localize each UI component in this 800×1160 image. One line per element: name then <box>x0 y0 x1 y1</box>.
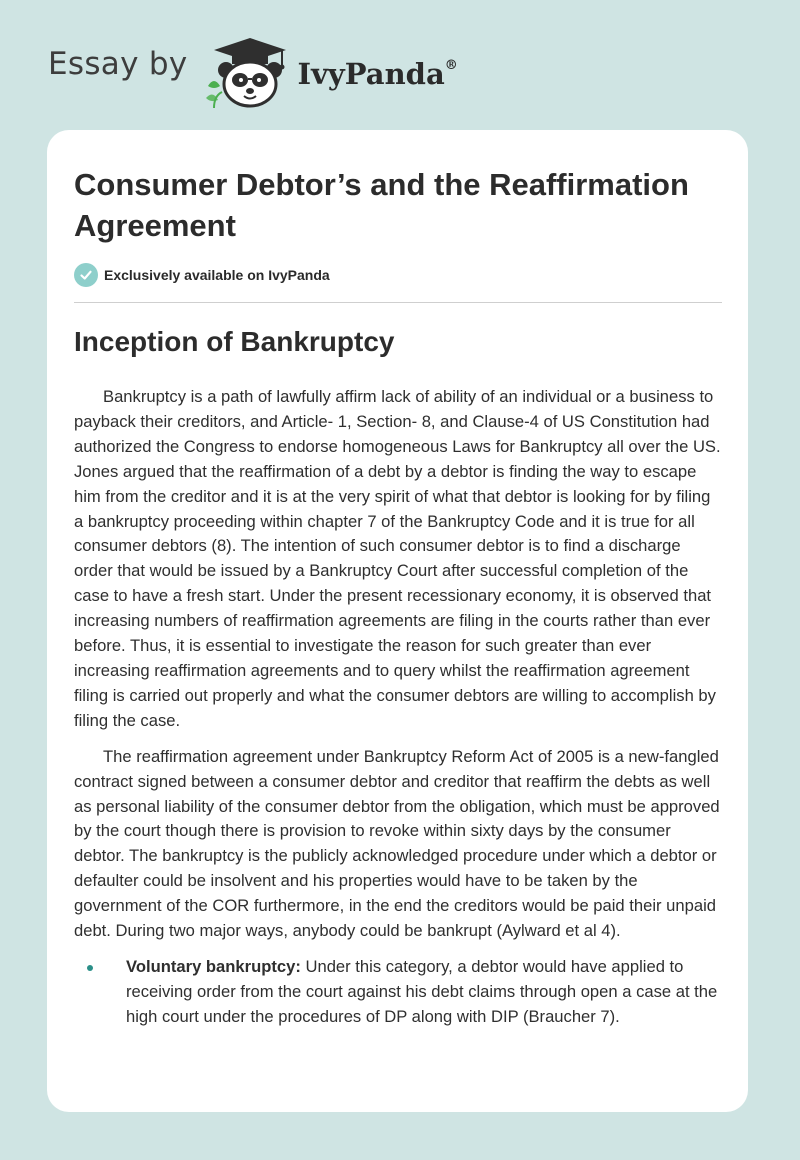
essay-by-label: Essay by <box>48 46 188 82</box>
list-item <box>74 955 722 1030</box>
ivypanda-logo-icon[interactable] <box>202 30 294 110</box>
bullet-dot-icon <box>87 965 93 971</box>
registered-mark: ® <box>444 58 458 74</box>
site-header <box>48 30 508 110</box>
exclusive-badge <box>74 263 330 287</box>
essay-body <box>74 385 722 1030</box>
essay-title: Consumer Debtor’s and the Reaffirmation Agreement <box>74 167 689 243</box>
paragraph: The reaffirmation agreement under Bankruptcy Reform Act of 2005 is a new-fangled contract signed between a consumer debtor and creditor that reaffirm the debts as well as personal liability of the consumer debtor from the obligation, which must be approved by the court though there is provision to revoke within sixty days by the consumer debtor. The bankruptcy is the publicly acknowledged procedure under which a debtor or defaulter could be insolvent and his properties would have to be taken by the government of the COR furthermore, in the end the creditors would be paid their unpaid debt. During two major ways, anybody could be bankrupt (Aylward et al 4). <box>74 746 720 941</box>
divider <box>74 302 722 303</box>
essay-card <box>47 130 748 1112</box>
bullet-term: Voluntary bankruptcy: <box>126 956 301 976</box>
bullet-list <box>74 955 722 1030</box>
paragraph: Bankruptcy is a path of lawfully affirm lack of ability of an individual or a business to payback their creditors, and Article- 1, Section- 8, and Clause-4 of US Constitution had authorized the Congress to endorse homogeneous Laws for Bankruptcy all over the US. Jones argued that the reaffirmation of a debt by a debtor is finding the way to escape him from the creditor and it is at the very spirit of what that debtor is looking for by filing a bankruptcy proceeding within chapter 7 of the Bankruptcy Code and it is true for all consumer debtors (8). The intention of such consumer debtor is to find a discharge order that would be issued by a Bankruptcy Court after successful completion of the case to have a fresh start. Under the present recessionary economy, it is observed that increasing numbers of reaffirmation agreements are filing in the courts rather than ever before. Thus, it is essential to investigate the reason for such greater than ever increasing reaffirmation agreements and to query whilst the reaffirmation agreement filing is carried out properly and what the consumer debtors are willing to accomplish by filing the case. <box>74 387 721 730</box>
bullet-text: Under this category, a debtor would have applied to receiving order from the court against his debt claims through open a case at the high court under the procedures of DP along with DIP (Braucher 7). <box>126 956 718 1026</box>
brand-name[interactable]: IvyPanda® <box>297 57 458 91</box>
section-heading: Inception of Bankruptcy <box>74 326 395 357</box>
exclusive-label: Exclusively available on IvyPanda <box>104 267 330 283</box>
check-circle-icon <box>74 263 98 287</box>
